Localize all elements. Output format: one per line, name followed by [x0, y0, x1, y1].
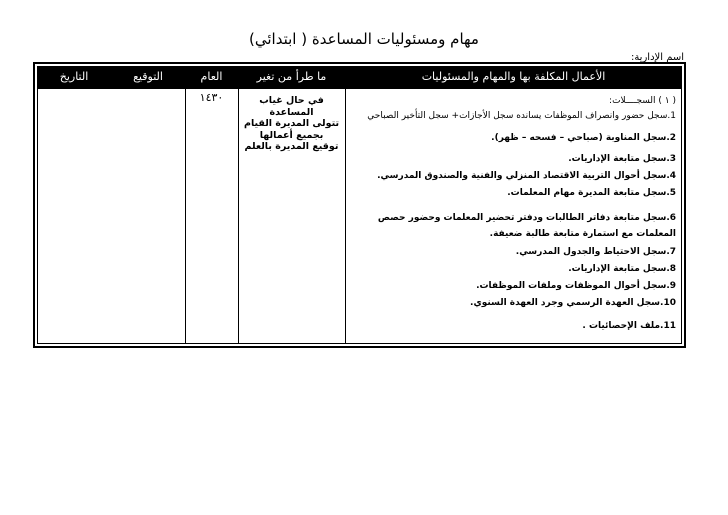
list-item	[350, 210, 676, 242]
header-changes: ما طرأ من تغير	[256, 70, 327, 83]
item-text: سجل الاحتياط والجدول المدرسي.	[515, 247, 667, 257]
list-item	[350, 110, 676, 123]
section-label: ( ١ ) السجــــلات:	[609, 96, 676, 106]
list-item	[350, 153, 676, 166]
list-item	[350, 187, 676, 200]
list-item	[350, 246, 676, 259]
list-item	[350, 170, 676, 183]
header-date: التاريخ	[59, 70, 89, 83]
item-number: 7.	[666, 247, 676, 257]
item-text: سجل العهدة الرسمي وجرد العهدة السنوي.	[470, 298, 661, 308]
item-number: 8.	[666, 264, 676, 274]
year-value: ١٤٣٠	[199, 91, 224, 104]
item-text: سجل المناوبة (صباحي – فسحه – ظهر).	[491, 133, 667, 143]
list-item	[350, 263, 676, 276]
document-title: مهام ومسئوليات المساعدة ( ابتدائي)	[249, 30, 479, 48]
item-number: 6.	[666, 213, 676, 223]
item-number: 9.	[666, 281, 676, 291]
header-tasks: الأعمال المكلفة بها والمهام والمسئوليات	[421, 70, 606, 83]
header-year: العام	[200, 70, 223, 83]
column-divider	[345, 66, 346, 344]
item-text: سجل أحوال التربية الاقتصاد المنزلي والفنية والصندوق المدرسي.	[377, 171, 667, 181]
item-text: سجل متابعة المديرة مهام المعلمات.	[507, 188, 667, 198]
item-number: 4.	[666, 171, 676, 181]
change-note	[238, 95, 345, 153]
item-text: سجل حضور وانصراف الموظفات يسانده سجل الأجازات+ سجل التأخير الصباحي	[367, 111, 668, 121]
tasks-cell	[350, 95, 676, 333]
item-text: سجل أحوال الموظفات وملفات الموظفات.	[476, 281, 667, 291]
column-divider	[185, 66, 186, 344]
change-note-line: تتولى المديرة القيام	[243, 118, 340, 129]
item-text: سجل متابعة دفاتر الطالبات ودفتر تحضير المعلمات وحضور حصص المعلمات مع استمارة متابعة طالبة ضعيفة.	[377, 213, 676, 239]
item-number: 11.	[660, 321, 676, 331]
change-note-line: بجميع أعمالها	[259, 129, 324, 141]
item-number: 1.	[667, 111, 676, 121]
item-number: 5.	[666, 188, 676, 198]
item-number: 3.	[666, 154, 676, 164]
list-item	[350, 297, 676, 310]
list-item	[350, 320, 676, 333]
change-note-line: توقيع المديرة بالعلم	[244, 141, 339, 152]
list-item	[350, 132, 676, 145]
item-text: سجل متابعة الإداريات.	[568, 264, 667, 274]
header-signature: التوقيع	[133, 70, 163, 83]
admin-name-label: اسم الإدارية:	[630, 52, 684, 63]
item-number: 2.	[666, 133, 676, 143]
change-note-line: في حال غياب المساعدة	[259, 95, 324, 118]
item-text: سجل متابعة الإداريات.	[568, 154, 667, 164]
item-text: ملف الإحصائيات .	[582, 321, 661, 331]
item-number: 10.	[660, 298, 676, 308]
list-item	[350, 280, 676, 293]
